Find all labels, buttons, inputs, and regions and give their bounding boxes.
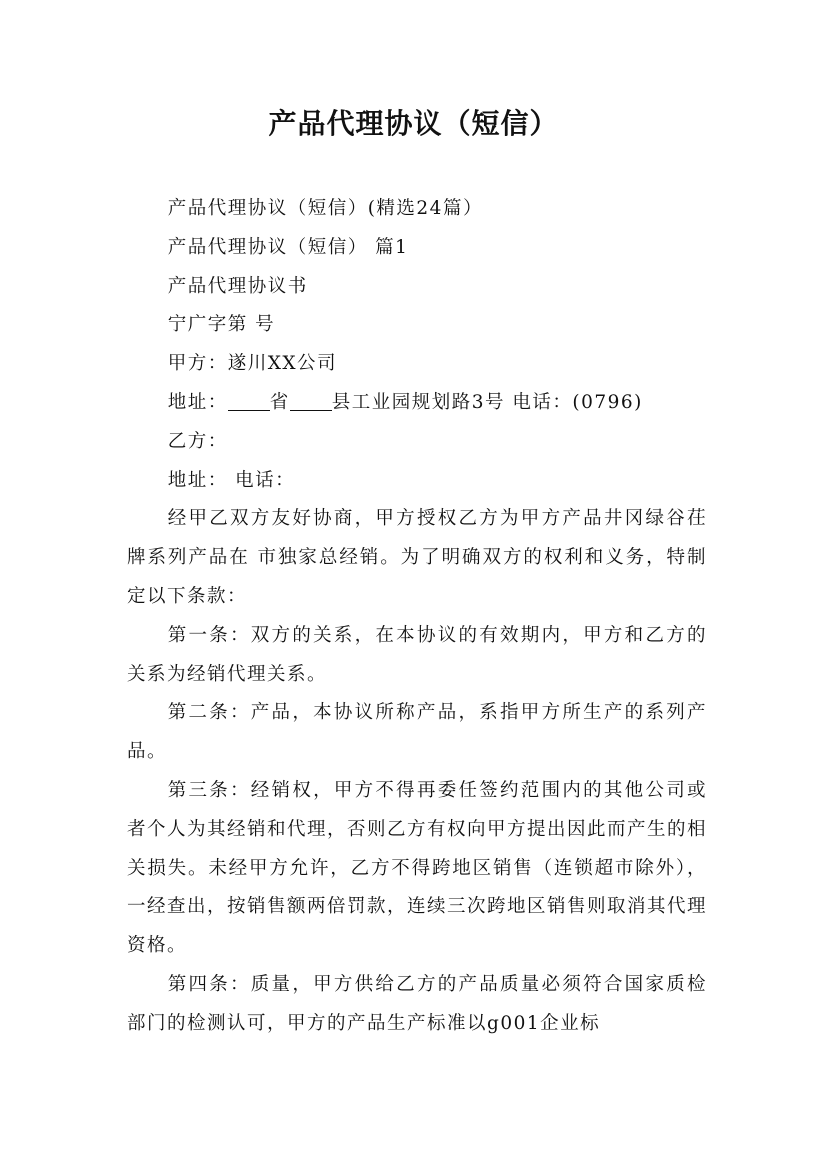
paragraph-party-a-address [127, 384, 707, 423]
document-title: 产品代理协议（短信） [268, 107, 559, 140]
paragraph-agreement-name: 产品代理协议书 [167, 275, 308, 297]
county-blank [290, 391, 332, 411]
province-label: 省 [269, 391, 290, 413]
paragraph-party-a: 甲方：遂川XX公司 [167, 353, 338, 375]
paragraph-article-1: 第一条：双方的关系，在本协议的有效期内，甲方和乙方的关系为经销代理关系。 [127, 624, 707, 685]
paragraph-article-heading: 产品代理协议（短信） 篇1 [167, 236, 409, 258]
paragraph-article-2: 第二条：产品，本协议所称产品，系指甲方所生产的系列产品。 [127, 702, 707, 763]
paragraph-article-3: 第三条：经销权，甲方不得再委任签约范围内的其他公司或者个人为其经销和代理，否则乙方有权向甲方提出因此而产生的相关损失。未经甲方允许，乙方不得跨地区销售（连锁超市除外），一经查出，按销售额两倍罚款，连续三次跨地区销售则取消其代理资格。 [127, 779, 708, 957]
paragraph-party-b: 乙方： [167, 430, 228, 452]
address-rest: 县工业园规划路3号 电话：(0796) [331, 391, 643, 413]
address-label: 地址： [167, 391, 228, 413]
document-body [127, 190, 707, 1044]
paragraph-article-4: 第四条：质量，甲方供给乙方的产品质量必须符合国家质检部门的检测认可，甲方的产品生产标准以g001企业标 [127, 973, 707, 1034]
province-blank [228, 391, 270, 411]
paragraph-party-b-address: 地址： 电话： [167, 469, 296, 491]
paragraph-collection-title: 产品代理协议（短信）(精选24篇） [167, 198, 483, 219]
paragraph-preamble: 经甲乙双方友好协商，甲方授权乙方为甲方产品井冈绿谷茌牌系列产品在 市独家总经销。为了明确双方的权利和义务，特制定以下条款： [127, 508, 707, 607]
paragraph-document-number: 宁广字第 号 [167, 314, 276, 336]
